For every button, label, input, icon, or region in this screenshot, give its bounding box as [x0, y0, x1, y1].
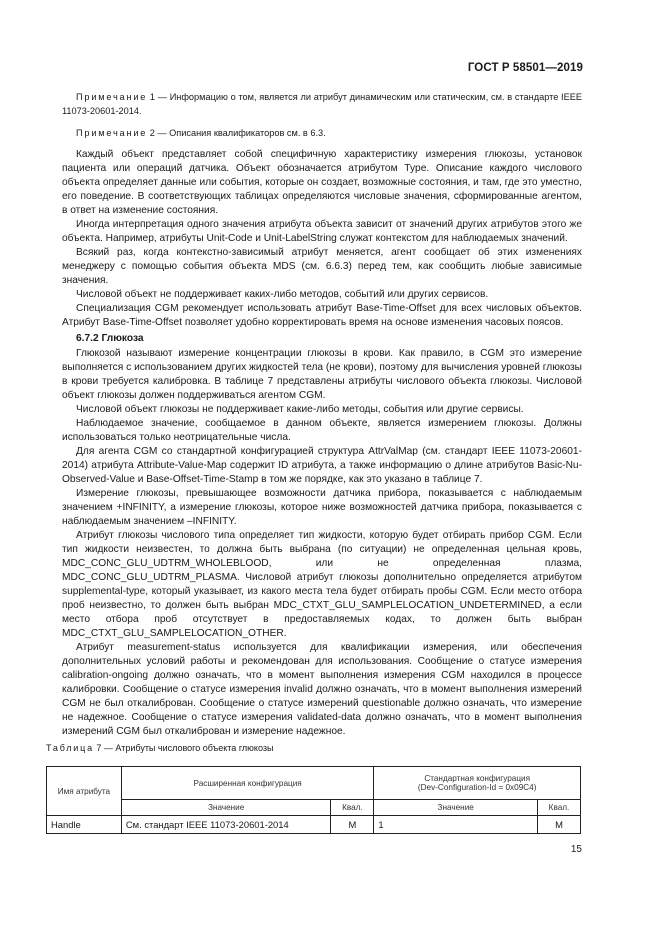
table-caption-label: Таблица [46, 743, 94, 753]
table-caption-text: 7 — Атрибуты числового объекта глюкозы [93, 743, 274, 753]
attributes-table [46, 766, 581, 834]
paragraph: Числовой объект не поддерживает каких-либо методов, событий или других сервисов. [76, 289, 489, 300]
page-body [62, 90, 582, 739]
header-extended-config: Расширенная конфигурация [121, 767, 373, 800]
note-2 [62, 126, 582, 140]
paragraph: Атрибут глюкозы числового типа определяет тип жидкости, которую будет отбирать прибор CGM. Если тип жидкости неизвестен, то должна быть выбрана (по ситуации) не определенная цельная кровь, MDC_CONC_GLU_UDTRM_WHOLEBLOOD, или не определенная плазма, MDC_CONC_GLU_UDTRM_PLASMA. Числовой атрибут глюкозы дополнительно определяется атрибутом supplemental-type, который указывает, из какого места тела будет отбирать пробы CGM. Если место отбора проб неизвестно, то должен быть выбран MDC_CTXT_GLU_SAMPLELOCATION_UNDETERMINED, а если место отбора проб отсутствует в предоставляемых кодах, то должен быть выбран MDC_CTXT_GLU_SAMPLELOCATION_OTHER. [62, 530, 582, 639]
note-label: Примечание [76, 128, 148, 138]
cell-attr-name: Handle [47, 816, 122, 834]
header-standard-config [374, 767, 581, 800]
cell-ext-value: См. стандарт IEEE 11073-20601-2014 [121, 816, 331, 834]
paragraph: Всякий раз, когда контекстно-зависимый атрибут меняется, агент сообщает об этих изменениях менеджеру с помощью события объекта MDS (см. 6.6.3) перед тем, как сообщить любые зависимые значения. [62, 247, 582, 286]
paragraph: Для агента CGM со стандартной конфигурацией структура AttrValMap (см. стандарт IEEE 11073-20601-2014) атрибута Attribute-Value-Map содержит ID атрибута, а также информацию о длине атрибутов Basic-Nu-Observed-Value и Base-Offset-Time-Stamp в том же порядке, как это указано в таблице 7. [62, 446, 582, 485]
header-qual: Квал. [538, 800, 581, 816]
paragraph: Атрибут measurement-status используется для квалификации измерения, или обеспечения дополнительных условий работы и рекомендован для использования. Сообщение о статусе измерения calibration-ongoing должно означать, что в момент выполнения измерения CGM находился в процессе калибровки. Сообщение о статусе измерения invalid должно означать, что в момент выполнения измерений CGM не был откалиброван. Сообщение о статусе измерений questionable должно означать, что измерение не надежное. Сообщение о статусе измерения validated-data должно означать, что в момент выполнения измерений CGM был откалиброван и измерение надежное. [62, 642, 582, 737]
paragraph: Каждый объект представляет собой специфичную характеристику измерения глюкозы, установок пациента или операций датчика. Объект обозначается атрибутом Type. Описание каждого числового объекта определяет данные или события, которые он создает, возможные состояния, и там, где это уместно, его поведение. В соответствующих таблицах определяются числовые значения, сформированные агентом, в ответ на изменение состояния. [62, 149, 582, 216]
table-caption [46, 743, 273, 753]
paragraph: Измерение глюкозы, превышающее возможности датчика прибора, показывается с наблюдаемым значением +INFINITY, а измерение глюкозы, которое ниже возможностей датчика прибора, показывается с наблюдаемым значением –INFINITY. [62, 488, 582, 527]
cell-std-value: 1 [374, 816, 538, 834]
paragraph: Наблюдаемое значение, сообщаемое в данном объекте, является измерением глюкозы. Должны использоваться только неотрицательные числа. [62, 418, 582, 443]
paragraph: Глюкозой называют измерение концентрации глюкозы в крови. Как правило, в CGM это измерение выполняется с использованием других жидкостей тела (не крови), поэтому для вычисления уровней глюкозы в крови требуется калибровка. В таблице 7 представлены атрибуты числового объекта глюкозы. Числовой объект глюкозы должен поддерживаться агентом CGM. [62, 348, 582, 401]
document-standard-number: ГОСТ Р 58501—2019 [467, 62, 583, 74]
paragraph: Числовой объект глюкозы не поддерживает какие-либо методы, события или другие сервисы. [76, 404, 524, 415]
header-standard-line2: (Dev-Configuration-Id = 0x09C4) [417, 783, 537, 792]
cell-ext-qual: M [331, 816, 374, 834]
header-standard-line1: Стандартная конфигурация [424, 774, 531, 783]
note-1 [62, 90, 582, 118]
page-number: 15 [570, 844, 582, 855]
header-attr-name: Имя атрибута [47, 767, 122, 816]
header-value: Значение [374, 800, 538, 816]
table-subheader-row [47, 800, 581, 816]
note-text: 2 — Описания квалификаторов см. в 6.3. [147, 128, 326, 138]
note-label: Примечание [76, 92, 148, 102]
paragraph: Специализация CGM рекомендует использовать атрибут Base-Time-Offset для всех числовых объектов. Атрибут Base-Time-Offset позволяет удобно корректировать время на основе изменения часовых поясов. [62, 303, 582, 328]
paragraph: Иногда интерпретация одного значения атрибута объекта зависит от значений других атрибутов этого же объекта. Например, атрибуты Unit-Code и Unit-LabelString служат контекстом для наблюдаемых значений. [62, 219, 582, 244]
header-qual: Квал. [331, 800, 374, 816]
header-value: Значение [121, 800, 331, 816]
table-row [47, 816, 581, 834]
table-header-row [47, 767, 581, 800]
cell-std-qual: M [538, 816, 581, 834]
note-text: 1 — Информацию о том, является ли атрибут динамическим или статическим, см. в стандарте IEEE 11073-20601-2014. [62, 92, 582, 116]
section-heading: 6.7.2 Глюкоза [76, 333, 144, 344]
